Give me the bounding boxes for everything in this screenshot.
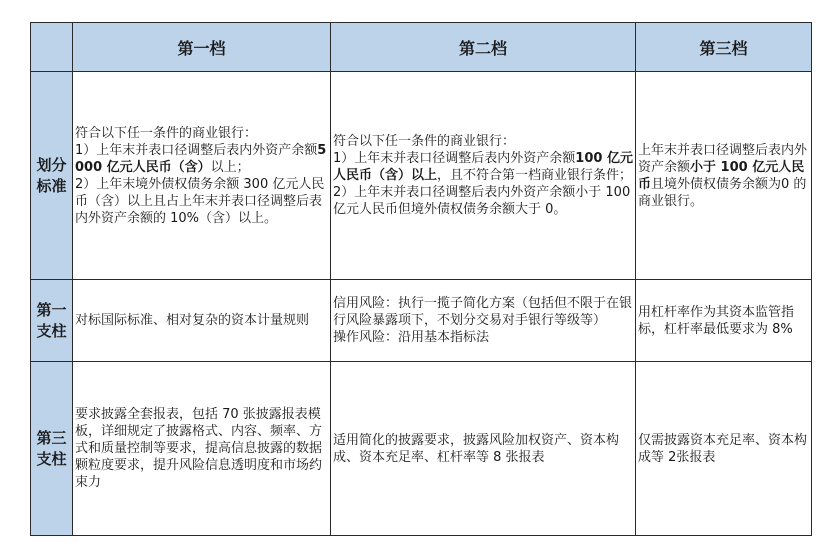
criteria-tier-3-cell (636, 72, 812, 280)
criteria-tier-2-intro: 符合以下任一条件的商业银行： (333, 134, 516, 149)
pillar1-tier-2-cell (331, 280, 636, 362)
criteria-tier-1-cond2: 2）上年末境外债权债务余额 300 亿元人民币（含）以上且占上年末并表口径调整后表内外资产余额的 10%（含）以上。 (75, 176, 325, 226)
criteria-tier-2-cell (331, 72, 636, 280)
pillar3-tier-2-cell: 适用简化的披露要求，披露风险加权资产、资本构成、资本充足率、杠杆率等 8 张报表 (331, 362, 636, 536)
row-label-pillar3-line2: 支柱 (36, 449, 67, 468)
pillar1-tier-2-credit-risk: 信用风险：执行一揽子简化方案（包括但不限于在银行风险暴露项下，不划分交易对手银行等级等） (333, 296, 633, 328)
criteria-tier-1-cond1-suffix: 以上； (210, 159, 250, 175)
tier-comparison-table (30, 22, 812, 536)
pillar3-tier-1-cell: 要求披露全套报表，包括 70 张披露报表模板，详细规定了披露格式、内容、频率、方式和质量控制等要求，提高信息披露的数据颗粒度要求，提升风险信息透明度和市场约束力 (73, 362, 331, 536)
header-tier-3: 第三档 (636, 23, 812, 72)
criteria-tier-1-cond1-threshold: 5000 亿元人民币（含） (75, 142, 327, 175)
criteria-tier-1-cond1-text: 1）上年末并表口径调整后表内外资产余额 (75, 142, 318, 158)
row-label-pillar1-line2: 支柱 (36, 321, 67, 340)
criteria-tier-2-cond2: 2）上年末并表口径调整后表内外资产余额小于 100亿元人民币但境外债权债务余额大于 0。 (333, 185, 631, 217)
criteria-tier-2-cond1-threshold: 100 亿元人民币（含）以上 (333, 151, 633, 183)
criteria-tier-2-cond1-suffix: ，且不符合第一档商业银行条件； (437, 168, 633, 183)
header-corner (31, 23, 73, 72)
row-label-pillar1 (31, 280, 73, 362)
row-label-criteria-line2: 标准 (36, 176, 67, 195)
criteria-tier-2-cond1-text: 1）上年末并表口径调整后表内外资产余额 (333, 151, 576, 166)
header-tier-1: 第一档 (73, 23, 331, 72)
row-label-criteria (31, 72, 73, 280)
row-label-pillar3-line1: 第三 (36, 429, 67, 448)
row-label-criteria-line1: 划分 (36, 156, 67, 175)
pillar1-tier-3-cell: 用杠杆率作为其资本监管指标，杠杆率最低要求为 8% (636, 280, 812, 362)
criteria-row (31, 72, 812, 280)
criteria-tier-3-threshold: 小于 100 亿元人民币 (638, 159, 805, 192)
pillar1-row (31, 280, 812, 362)
header-row (31, 23, 812, 72)
row-label-pillar1-line1: 第一 (36, 301, 67, 320)
pillar1-tier-1-cell: 对标国际标准、相对复杂的资本计量规则 (73, 280, 331, 362)
header-tier-2: 第二档 (331, 23, 636, 72)
pillar3-row (31, 362, 812, 536)
row-label-pillar3 (31, 362, 73, 536)
pillar3-tier-3-cell: 仅需披露资本充足率、资本构成等 2张报表 (636, 362, 812, 536)
criteria-tier-1-intro: 符合以下任一条件的商业银行： (75, 125, 258, 141)
criteria-tier-3-suffix: 且境外债权债务余额为0 的商业银行。 (638, 176, 807, 209)
pillar1-tier-2-operational-risk: 操作风险：沿用基本指标法 (333, 330, 490, 345)
criteria-tier-3-text: 上年末并表口径调整后表内外资产余额 (638, 142, 808, 175)
criteria-tier-1-cell (73, 72, 331, 280)
